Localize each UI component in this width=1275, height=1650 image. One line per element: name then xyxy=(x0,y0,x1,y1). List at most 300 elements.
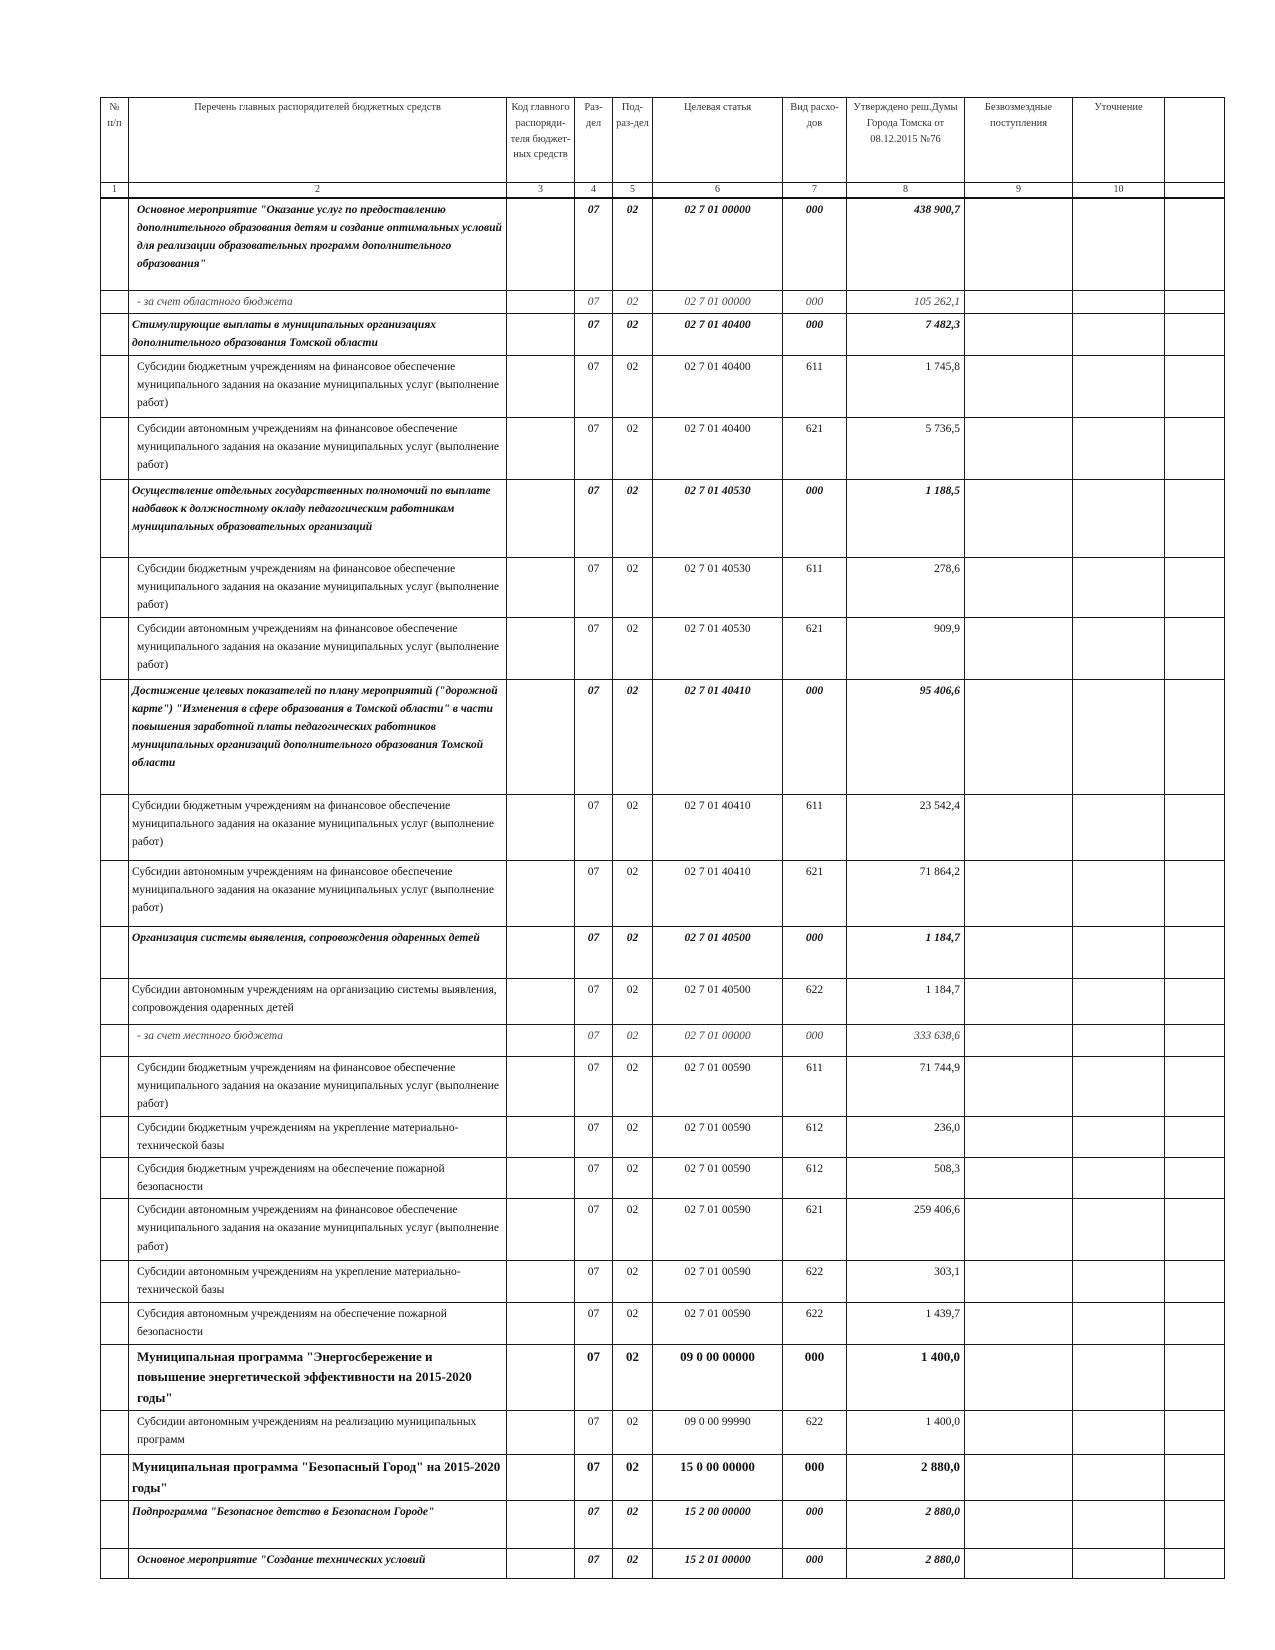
cell-gratuitous xyxy=(965,1116,1073,1157)
cell-extra xyxy=(1165,1056,1225,1116)
cell-gratuitous xyxy=(965,1411,1073,1455)
cell-clarification xyxy=(1073,1116,1165,1157)
cell-expense-type: 000 xyxy=(783,198,847,290)
table-body xyxy=(101,198,1225,1579)
cell-code xyxy=(507,417,575,479)
cell-approved: 438 900,7 xyxy=(847,198,965,290)
cell-subsection: 02 xyxy=(613,1024,653,1056)
cell-section: 07 xyxy=(575,417,613,479)
cell-target: 15 0 00 00000 xyxy=(653,1455,783,1501)
cell-name: Субсидии автономным учреждениям на финансовое обеспечение муниципального задания на оказание муниципальных услуг (выполнение работ) xyxy=(129,860,507,926)
cell-subsection: 02 xyxy=(613,557,653,617)
table-row xyxy=(101,479,1225,557)
cell-target: 02 7 01 00000 xyxy=(653,290,783,313)
cell-extra xyxy=(1165,1501,1225,1549)
cell-gratuitous xyxy=(965,1455,1073,1501)
cell-name: Субсидии бюджетным учреждениям на финансовое обеспечение муниципального задания на оказание муниципальных услуг (выполнение работ) xyxy=(129,1056,507,1116)
cell-target: 02 7 01 40410 xyxy=(653,794,783,860)
cell-subsection: 02 xyxy=(613,1116,653,1157)
cell-section: 07 xyxy=(575,860,613,926)
cell-target: 02 7 01 40400 xyxy=(653,313,783,355)
cell-target: 02 7 01 40500 xyxy=(653,926,783,978)
cell-approved: 1 400,0 xyxy=(847,1411,965,1455)
cell-code xyxy=(507,794,575,860)
cell-section: 07 xyxy=(575,557,613,617)
table-row xyxy=(101,1024,1225,1056)
cell-approved: 23 542,4 xyxy=(847,794,965,860)
cell-name: Субсидии автономным учреждениям на организацию системы выявления, сопровождения одаренных детей xyxy=(129,978,507,1024)
cell-section: 07 xyxy=(575,313,613,355)
cell-section: 07 xyxy=(575,1303,613,1344)
cell-subsection: 02 xyxy=(613,198,653,290)
cell-extra xyxy=(1165,1549,1225,1579)
cell-clarification xyxy=(1073,355,1165,417)
cell-section: 07 xyxy=(575,679,613,794)
cell-target: 02 7 01 00000 xyxy=(653,198,783,290)
budget-table-container xyxy=(100,97,1225,1579)
cell-target: 02 7 01 40400 xyxy=(653,355,783,417)
cell-target: 02 7 01 00590 xyxy=(653,1157,783,1198)
cell-extra xyxy=(1165,479,1225,557)
cell-code xyxy=(507,313,575,355)
cell-subsection: 02 xyxy=(613,290,653,313)
cell-number xyxy=(101,417,129,479)
cell-name: Субсидии автономным учреждениям на финансовое обеспечение муниципального задания на оказание муниципальных услуг (выполнение работ) xyxy=(129,617,507,679)
cell-gratuitous xyxy=(965,1056,1073,1116)
table-row xyxy=(101,198,1225,290)
cell-name: Организация системы выявления, сопровождения одаренных детей xyxy=(129,926,507,978)
cell-code xyxy=(507,978,575,1024)
cell-gratuitous xyxy=(965,1199,1073,1261)
cell-expense-type: 000 xyxy=(783,1501,847,1549)
cell-clarification xyxy=(1073,1344,1165,1411)
column-number: 4 xyxy=(575,183,613,199)
header-approved: Утверждено реш.Думы Города Томска от 08.12.2015 №76 xyxy=(847,98,965,183)
cell-section: 07 xyxy=(575,198,613,290)
cell-subsection: 02 xyxy=(613,417,653,479)
cell-approved: 71 744,9 xyxy=(847,1056,965,1116)
header-expense-type: Вид расхо-дов xyxy=(783,98,847,183)
cell-code xyxy=(507,479,575,557)
cell-gratuitous xyxy=(965,1303,1073,1344)
cell-expense-type: 612 xyxy=(783,1116,847,1157)
cell-number xyxy=(101,557,129,617)
cell-code xyxy=(507,1157,575,1198)
cell-extra xyxy=(1165,313,1225,355)
header-clarification: Уточнение xyxy=(1073,98,1165,183)
cell-approved: 508,3 xyxy=(847,1157,965,1198)
column-number: 5 xyxy=(613,183,653,199)
cell-code xyxy=(507,1549,575,1579)
cell-clarification xyxy=(1073,1157,1165,1198)
cell-section: 07 xyxy=(575,1116,613,1157)
cell-extra xyxy=(1165,1455,1225,1501)
column-number: 6 xyxy=(653,183,783,199)
cell-gratuitous xyxy=(965,1344,1073,1411)
cell-section: 07 xyxy=(575,1549,613,1579)
cell-clarification xyxy=(1073,978,1165,1024)
column-number-extra xyxy=(1165,183,1225,199)
table-row xyxy=(101,1261,1225,1303)
cell-clarification xyxy=(1073,1501,1165,1549)
cell-extra xyxy=(1165,1261,1225,1303)
cell-code xyxy=(507,926,575,978)
cell-approved: 259 406,6 xyxy=(847,1199,965,1261)
cell-approved: 2 880,0 xyxy=(847,1501,965,1549)
cell-expense-type: 611 xyxy=(783,557,847,617)
cell-approved: 1 188,5 xyxy=(847,479,965,557)
cell-subsection: 02 xyxy=(613,1199,653,1261)
cell-clarification xyxy=(1073,198,1165,290)
cell-target: 15 2 00 00000 xyxy=(653,1501,783,1549)
cell-section: 07 xyxy=(575,290,613,313)
cell-name: Субсидии автономным учреждениям на реализацию муниципальных программ xyxy=(129,1411,507,1455)
cell-number xyxy=(101,479,129,557)
table-row xyxy=(101,1303,1225,1344)
table-row xyxy=(101,1411,1225,1455)
cell-approved: 95 406,6 xyxy=(847,679,965,794)
cell-code xyxy=(507,1116,575,1157)
cell-expense-type: 000 xyxy=(783,479,847,557)
table-row xyxy=(101,1199,1225,1261)
table-row xyxy=(101,1344,1225,1411)
cell-number xyxy=(101,794,129,860)
cell-gratuitous xyxy=(965,1549,1073,1579)
cell-expense-type: 621 xyxy=(783,860,847,926)
cell-target: 02 7 01 00590 xyxy=(653,1199,783,1261)
header-subsection: Под-раз-дел xyxy=(613,98,653,183)
cell-target: 02 7 01 40410 xyxy=(653,860,783,926)
table-row xyxy=(101,1157,1225,1198)
cell-approved: 333 638,6 xyxy=(847,1024,965,1056)
cell-code xyxy=(507,1199,575,1261)
cell-code xyxy=(507,1411,575,1455)
cell-name: Подпрограмма "Безопасное детство в Безопасном Городе" xyxy=(129,1501,507,1549)
cell-clarification xyxy=(1073,557,1165,617)
cell-section: 07 xyxy=(575,617,613,679)
cell-section: 07 xyxy=(575,1411,613,1455)
cell-subsection: 02 xyxy=(613,1344,653,1411)
cell-code xyxy=(507,557,575,617)
cell-gratuitous xyxy=(965,290,1073,313)
cell-section: 07 xyxy=(575,794,613,860)
cell-number xyxy=(101,1024,129,1056)
cell-extra xyxy=(1165,1199,1225,1261)
cell-subsection: 02 xyxy=(613,860,653,926)
table-row xyxy=(101,355,1225,417)
cell-gratuitous xyxy=(965,978,1073,1024)
cell-extra xyxy=(1165,355,1225,417)
cell-target: 15 2 01 00000 xyxy=(653,1549,783,1579)
cell-expense-type: 000 xyxy=(783,1549,847,1579)
cell-subsection: 02 xyxy=(613,1056,653,1116)
cell-code xyxy=(507,617,575,679)
cell-expense-type: 621 xyxy=(783,1199,847,1261)
cell-target: 02 7 01 40530 xyxy=(653,479,783,557)
cell-target: 02 7 01 00590 xyxy=(653,1261,783,1303)
cell-approved: 7 482,3 xyxy=(847,313,965,355)
cell-target: 02 7 01 00590 xyxy=(653,1116,783,1157)
cell-code xyxy=(507,1261,575,1303)
cell-code xyxy=(507,1024,575,1056)
cell-extra xyxy=(1165,557,1225,617)
table-row xyxy=(101,679,1225,794)
cell-approved: 909,9 xyxy=(847,617,965,679)
cell-clarification xyxy=(1073,1024,1165,1056)
cell-number xyxy=(101,926,129,978)
cell-section: 07 xyxy=(575,1199,613,1261)
cell-number xyxy=(101,1116,129,1157)
table-row xyxy=(101,1549,1225,1579)
cell-name: Достижение целевых показателей по плану мероприятий ("дорожной карте") "Изменения в сфере образования в Томской области" в части повышения заработной платы педагогических работников муниципальных организаций дополнительного образования Томской области xyxy=(129,679,507,794)
cell-name: - за счет областного бюджета xyxy=(129,290,507,313)
budget-table xyxy=(100,97,1225,1579)
cell-subsection: 02 xyxy=(613,679,653,794)
cell-number xyxy=(101,978,129,1024)
cell-section: 07 xyxy=(575,1056,613,1116)
cell-target: 02 7 01 40400 xyxy=(653,417,783,479)
cell-expense-type: 612 xyxy=(783,1157,847,1198)
cell-expense-type: 000 xyxy=(783,679,847,794)
cell-gratuitous xyxy=(965,679,1073,794)
cell-expense-type: 622 xyxy=(783,978,847,1024)
cell-approved: 1 184,7 xyxy=(847,978,965,1024)
cell-target: 02 7 01 40530 xyxy=(653,557,783,617)
cell-clarification xyxy=(1073,1199,1165,1261)
cell-subsection: 02 xyxy=(613,1501,653,1549)
cell-name: Основное мероприятие "Оказание услуг по предоставлению дополнительного образования детям и создание оптимальных условий для реализации образовательных программ дополнительного образования" xyxy=(129,198,507,290)
column-number: 7 xyxy=(783,183,847,199)
cell-approved: 1 745,8 xyxy=(847,355,965,417)
cell-extra xyxy=(1165,794,1225,860)
cell-expense-type: 621 xyxy=(783,417,847,479)
cell-gratuitous xyxy=(965,417,1073,479)
cell-name: Субсидии бюджетным учреждениям на финансовое обеспечение муниципального задания на оказание муниципальных услуг (выполнение работ) xyxy=(129,794,507,860)
cell-target: 02 7 01 40410 xyxy=(653,679,783,794)
cell-number xyxy=(101,1261,129,1303)
table-row xyxy=(101,794,1225,860)
cell-number xyxy=(101,860,129,926)
cell-section: 07 xyxy=(575,1261,613,1303)
column-number: 9 xyxy=(965,183,1073,199)
column-number: 10 xyxy=(1073,183,1165,199)
header-extra xyxy=(1165,98,1225,183)
cell-section: 07 xyxy=(575,978,613,1024)
table-row xyxy=(101,860,1225,926)
cell-approved: 5 736,5 xyxy=(847,417,965,479)
header-section: Раз-дел xyxy=(575,98,613,183)
cell-extra xyxy=(1165,1024,1225,1056)
table-row xyxy=(101,978,1225,1024)
cell-section: 07 xyxy=(575,355,613,417)
cell-expense-type: 000 xyxy=(783,1455,847,1501)
cell-subsection: 02 xyxy=(613,1455,653,1501)
cell-approved: 236,0 xyxy=(847,1116,965,1157)
cell-clarification xyxy=(1073,679,1165,794)
cell-subsection: 02 xyxy=(613,926,653,978)
cell-approved: 303,1 xyxy=(847,1261,965,1303)
cell-code xyxy=(507,290,575,313)
cell-number xyxy=(101,1157,129,1198)
cell-gratuitous xyxy=(965,198,1073,290)
cell-expense-type: 000 xyxy=(783,1024,847,1056)
cell-approved: 105 262,1 xyxy=(847,290,965,313)
cell-section: 07 xyxy=(575,479,613,557)
cell-number xyxy=(101,1344,129,1411)
cell-extra xyxy=(1165,1116,1225,1157)
cell-subsection: 02 xyxy=(613,479,653,557)
cell-section: 07 xyxy=(575,1024,613,1056)
cell-expense-type: 611 xyxy=(783,1056,847,1116)
cell-name: Субсидия автономным учреждениям на обеспечение пожарной безопасности xyxy=(129,1303,507,1344)
cell-section: 07 xyxy=(575,1501,613,1549)
table-row xyxy=(101,1116,1225,1157)
cell-number xyxy=(101,617,129,679)
cell-extra xyxy=(1165,978,1225,1024)
cell-gratuitous xyxy=(965,557,1073,617)
header-row xyxy=(101,98,1225,183)
cell-code xyxy=(507,1303,575,1344)
cell-target: 09 0 00 99990 xyxy=(653,1411,783,1455)
cell-extra xyxy=(1165,198,1225,290)
cell-name: Осуществление отдельных государственных полномочий по выплате надбавок к должностному окладу педагогическим работникам муниципальных образовательных организаций xyxy=(129,479,507,557)
table-row xyxy=(101,1455,1225,1501)
cell-number xyxy=(101,1056,129,1116)
cell-name: Субсидии бюджетным учреждениям на финансовое обеспечение муниципального задания на оказание муниципальных услуг (выполнение работ) xyxy=(129,557,507,617)
cell-clarification xyxy=(1073,1411,1165,1455)
cell-approved: 2 880,0 xyxy=(847,1455,965,1501)
cell-number xyxy=(101,1199,129,1261)
cell-code xyxy=(507,1501,575,1549)
cell-number xyxy=(101,355,129,417)
table-row xyxy=(101,557,1225,617)
cell-name: Субсидии бюджетным учреждениям на укрепление материально-технической базы xyxy=(129,1116,507,1157)
cell-subsection: 02 xyxy=(613,1411,653,1455)
table-row xyxy=(101,1056,1225,1116)
cell-name: Субсидия бюджетным учреждениям на обеспечение пожарной безопасности xyxy=(129,1157,507,1198)
cell-gratuitous xyxy=(965,926,1073,978)
cell-extra xyxy=(1165,679,1225,794)
header-gratuitous: Безвозмездные поступления xyxy=(965,98,1073,183)
cell-subsection: 02 xyxy=(613,313,653,355)
cell-subsection: 02 xyxy=(613,978,653,1024)
header-target: Целевая статья xyxy=(653,98,783,183)
cell-subsection: 02 xyxy=(613,355,653,417)
cell-expense-type: 622 xyxy=(783,1303,847,1344)
cell-number xyxy=(101,313,129,355)
cell-name: Муниципальная программа "Безопасный Город" на 2015-2020 годы" xyxy=(129,1455,507,1501)
column-number-row xyxy=(101,183,1225,199)
cell-gratuitous xyxy=(965,1157,1073,1198)
cell-extra xyxy=(1165,290,1225,313)
cell-expense-type: 622 xyxy=(783,1261,847,1303)
cell-target: 02 7 01 40500 xyxy=(653,978,783,1024)
cell-number xyxy=(101,1549,129,1579)
cell-extra xyxy=(1165,1303,1225,1344)
cell-section: 07 xyxy=(575,1157,613,1198)
cell-gratuitous xyxy=(965,313,1073,355)
cell-subsection: 02 xyxy=(613,617,653,679)
cell-gratuitous xyxy=(965,860,1073,926)
table-row xyxy=(101,1501,1225,1549)
cell-section: 07 xyxy=(575,1344,613,1411)
cell-section: 07 xyxy=(575,1455,613,1501)
cell-expense-type: 000 xyxy=(783,290,847,313)
cell-clarification xyxy=(1073,479,1165,557)
cell-approved: 71 864,2 xyxy=(847,860,965,926)
cell-clarification xyxy=(1073,860,1165,926)
cell-code xyxy=(507,860,575,926)
cell-expense-type: 622 xyxy=(783,1411,847,1455)
cell-target: 02 7 01 00000 xyxy=(653,1024,783,1056)
cell-number xyxy=(101,290,129,313)
cell-approved: 1 184,7 xyxy=(847,926,965,978)
cell-approved: 278,6 xyxy=(847,557,965,617)
cell-approved: 2 880,0 xyxy=(847,1549,965,1579)
cell-gratuitous xyxy=(965,355,1073,417)
cell-clarification xyxy=(1073,1455,1165,1501)
cell-expense-type: 000 xyxy=(783,926,847,978)
cell-clarification xyxy=(1073,1303,1165,1344)
cell-code xyxy=(507,355,575,417)
cell-gratuitous xyxy=(965,1501,1073,1549)
cell-clarification xyxy=(1073,1056,1165,1116)
column-number: 3 xyxy=(507,183,575,199)
cell-name: Стимулирующие выплаты в муниципальных организациях дополнительного образования Томской области xyxy=(129,313,507,355)
cell-name: Основное мероприятие "Создание технических условий xyxy=(129,1549,507,1579)
column-number: 1 xyxy=(101,183,129,199)
cell-name: - за счет местного бюджета xyxy=(129,1024,507,1056)
cell-extra xyxy=(1165,617,1225,679)
cell-target: 02 7 01 00590 xyxy=(653,1303,783,1344)
cell-number xyxy=(101,1303,129,1344)
cell-subsection: 02 xyxy=(613,1303,653,1344)
cell-clarification xyxy=(1073,417,1165,479)
cell-clarification xyxy=(1073,1261,1165,1303)
cell-expense-type: 000 xyxy=(783,313,847,355)
cell-extra xyxy=(1165,417,1225,479)
table-row xyxy=(101,926,1225,978)
table-row xyxy=(101,617,1225,679)
cell-code xyxy=(507,1455,575,1501)
cell-expense-type: 611 xyxy=(783,355,847,417)
cell-number xyxy=(101,679,129,794)
cell-clarification xyxy=(1073,617,1165,679)
cell-subsection: 02 xyxy=(613,1157,653,1198)
cell-expense-type: 000 xyxy=(783,1344,847,1411)
cell-clarification xyxy=(1073,794,1165,860)
cell-clarification xyxy=(1073,313,1165,355)
cell-gratuitous xyxy=(965,1261,1073,1303)
cell-clarification xyxy=(1073,926,1165,978)
cell-subsection: 02 xyxy=(613,794,653,860)
header-code: Код главного распоряди-теля бюджет-ных средств xyxy=(507,98,575,183)
cell-expense-type: 611 xyxy=(783,794,847,860)
cell-name: Субсидии автономным учреждениям на финансовое обеспечение муниципального задания на оказание муниципальных услуг (выполнение работ) xyxy=(129,1199,507,1261)
cell-name: Субсидии автономным учреждениям на финансовое обеспечение муниципального задания на оказание муниципальных услуг (выполнение работ) xyxy=(129,417,507,479)
cell-code xyxy=(507,1344,575,1411)
cell-approved: 1 400,0 xyxy=(847,1344,965,1411)
cell-expense-type: 621 xyxy=(783,617,847,679)
cell-target: 02 7 01 40530 xyxy=(653,617,783,679)
cell-approved: 1 439,7 xyxy=(847,1303,965,1344)
cell-extra xyxy=(1165,1157,1225,1198)
cell-target: 02 7 01 00590 xyxy=(653,1056,783,1116)
cell-extra xyxy=(1165,1411,1225,1455)
table-row xyxy=(101,290,1225,313)
table-row xyxy=(101,313,1225,355)
cell-number xyxy=(101,1501,129,1549)
